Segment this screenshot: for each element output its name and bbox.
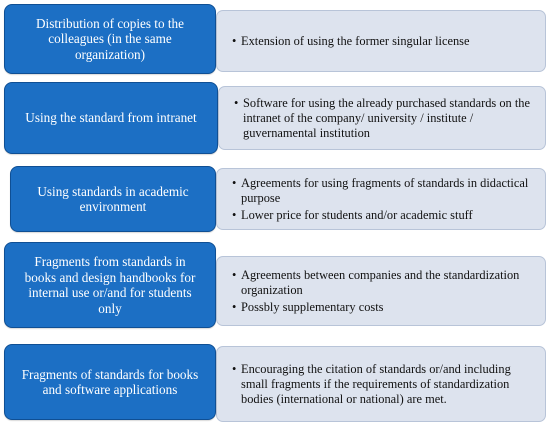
bullet-text: Possbly supplementary costs (241, 299, 384, 314)
bullet-icon: • (232, 33, 237, 48)
bullet-icon: • (234, 95, 239, 110)
row-4-category-label: Fragments from standards in books and design handbooks for internal use or/and for students only (24, 254, 196, 316)
row-3-bullet-1 (232, 175, 535, 206)
row-5-bullet-1 (232, 361, 535, 407)
bullet-icon: • (232, 361, 237, 376)
bullet-icon: • (232, 267, 237, 282)
row-1-category-label: Distribution of copies to the colleagues (in the same organization) (36, 15, 184, 62)
row-1-details (216, 10, 546, 72)
bullet-text: Agreements between companies and the standardization organization (241, 267, 520, 297)
row-2-category-label: Using the standard from intranet (25, 110, 197, 126)
bullet-text: Software for using the already purchased standards on the intranet of the company/ university / institute / guvernamental institution (243, 95, 530, 140)
row-2-details (218, 86, 546, 150)
bullet-icon: • (232, 299, 237, 314)
bullet-icon: • (232, 207, 237, 222)
row-3-details (216, 168, 546, 230)
row-4-bullet-2 (232, 299, 535, 315)
row-4-bullet-1 (232, 267, 535, 298)
row-3-category-label: Using standards in academic environment (37, 183, 189, 214)
row-1-category-box (4, 4, 216, 74)
bullet-text: Encouraging the citation of standards or/and including small fragments if the requirements of standardization bodies (international or national) are met. (241, 361, 511, 406)
row-4-category-box (4, 242, 216, 328)
bullet-text: Extension of using the former singular license (241, 33, 470, 48)
row-5-details (216, 346, 546, 422)
row-1-bullet-1 (232, 33, 535, 49)
bullet-icon: • (232, 175, 237, 190)
row-2-bullet-1 (234, 95, 535, 141)
row-4-details (216, 256, 546, 326)
bullet-text: Lower price for students and/or academic stuff (241, 207, 473, 222)
row-3-bullet-2 (232, 207, 535, 223)
row-5-category-label: Fragments of standards for books and software applications (21, 366, 199, 397)
bullet-text: Agreements for using fragments of standards in didactical purpose (241, 175, 529, 205)
row-3-category-box (10, 166, 216, 232)
row-2-category-box (4, 82, 218, 154)
row-5-category-box (4, 344, 216, 420)
